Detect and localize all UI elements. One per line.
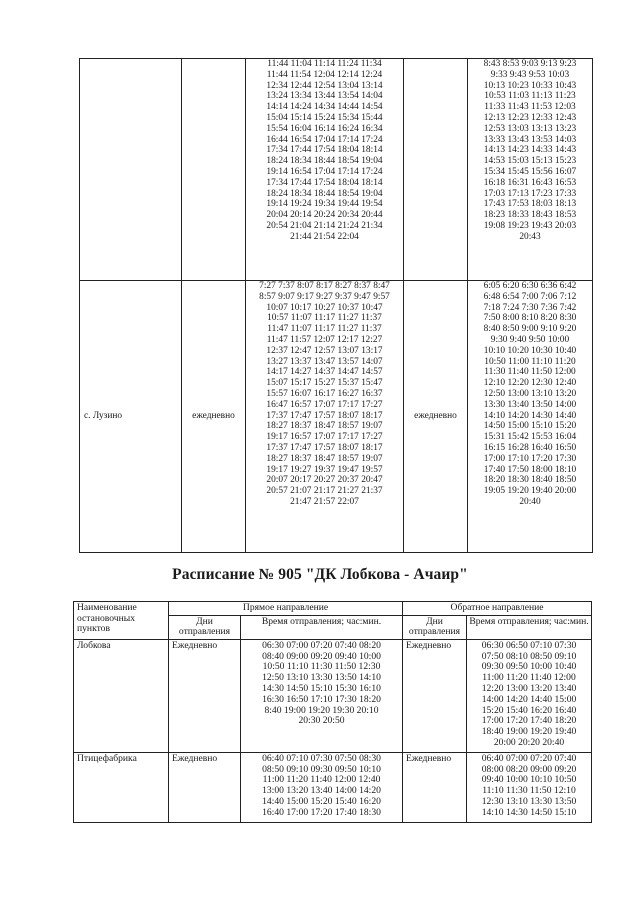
time-line: 12:53 13:03 13:13 13:23 (483, 123, 577, 134)
time-line: 12:34 12:44 12:54 13:04 13:14 (266, 80, 383, 91)
forward-days-cell (182, 59, 246, 281)
time-line: 9:33 9:43 9:53 10:03 (490, 69, 570, 80)
table-row (74, 752, 592, 822)
time-line: 13:30 13:40 13:50 14:00 (483, 399, 577, 410)
stop-name-cell: Лобкова (74, 639, 169, 752)
time-line: 14:40 15:00 15:20 15:40 16:20 (262, 795, 381, 807)
time-line: 17:00 17:20 17:40 18:20 (481, 715, 577, 727)
stop-name-cell (80, 59, 182, 281)
time-line: 17:00 17:10 17:20 17:30 (483, 453, 577, 464)
time-line: 11:44 11:54 12:04 12:14 12:24 (266, 69, 383, 80)
time-line: 8:40 19:00 19:20 19:30 20:10 (264, 704, 379, 716)
forward-times-cell (241, 752, 403, 822)
time-line: 17:34 17:44 17:54 18:04 18:14 (266, 145, 383, 156)
backward-times-cell (468, 281, 593, 553)
time-line: 20:07 20:17 20:27 20:37 20:47 (266, 475, 383, 486)
header-forward: Прямое направление (169, 602, 403, 616)
time-line: 7:50 8:00 8:10 8:20 8:30 (483, 313, 577, 324)
header-stop-name: Наименование остановочных пунктов (74, 602, 169, 640)
time-line: 09:30 09:50 10:00 10:40 (481, 661, 577, 673)
time-line: 08:00 08:20 09:00 09:20 (481, 763, 577, 775)
header-row (74, 602, 592, 616)
time-line: 11:30 11:40 11:50 12:00 (484, 367, 576, 378)
time-line: 09:40 10:00 10:10 10:50 (481, 774, 577, 786)
time-line: 20:30 20:50 (298, 715, 345, 727)
stop-name-cell: с. Лузино (80, 281, 182, 553)
time-line: 06:40 07:10 07:30 07:50 08:30 (262, 752, 381, 764)
time-line: 16:40 17:00 17:20 17:40 18:30 (262, 806, 381, 818)
time-line: 16:15 16:28 16:40 16:50 (483, 442, 577, 453)
time-line: 16:30 16:50 17:10 17:30 18:20 (262, 693, 381, 705)
time-line: 6:05 6:20 6:30 6:36 6:42 (483, 281, 577, 291)
stop-name-cell: Птицефабрика (74, 752, 169, 822)
time-line: 19:17 19:27 19:37 19:47 19:57 (266, 464, 383, 475)
time-line: 19:14 16:54 17:04 17:14 17:24 (266, 166, 383, 177)
time-line: 10:50 11:00 11:10 11:20 (484, 356, 576, 367)
time-line: 14:53 15:03 15:13 15:23 (483, 156, 577, 167)
time-line: 8:40 8:50 9:00 9:10 9:20 (483, 324, 577, 335)
header-forward-days: Дни отправления (169, 615, 241, 639)
time-line: 19:05 19:20 19:40 20:00 (483, 486, 577, 497)
time-line: 17:40 17:50 18:00 18:10 (483, 464, 577, 475)
time-line: 12:13 12:23 12:33 12:43 (483, 112, 577, 123)
time-line: 21:44 21:54 22:04 (290, 231, 359, 242)
time-line: 18:23 18:33 18:43 18:53 (483, 210, 577, 221)
time-line: 06:30 06:50 07:10 07:30 (481, 639, 577, 651)
time-line: 10:57 11:07 11:17 11:27 11:37 (267, 313, 382, 324)
forward-times-cell (246, 281, 404, 553)
time-line: 7:18 7:24 7:30 7:36 7:42 (483, 302, 577, 313)
time-line: 16:47 16:57 17:07 17:17 17:27 (266, 399, 383, 410)
time-line: 17:37 17:47 17:57 18:07 18:17 (266, 442, 383, 453)
header-backward-days: Дни отправления (403, 615, 467, 639)
time-line: 13:24 13:34 13:44 13:54 14:04 (266, 91, 383, 102)
time-line: 18:27 18:37 18:47 18:57 19:07 (266, 453, 383, 464)
time-line: 17:03 17:13 17:23 17:33 (483, 188, 577, 199)
time-line: 12:20 13:00 13:20 13:40 (481, 682, 577, 694)
time-line: 10:13 10:23 10:33 10:43 (483, 80, 577, 91)
time-line: 12:50 13:00 13:10 13:20 (483, 388, 577, 399)
time-line: 10:50 11:10 11:30 11:50 12:30 (262, 661, 381, 673)
time-line: 14:10 14:30 14:50 15:10 (481, 806, 577, 818)
time-line: 20:57 21:07 21:17 21:27 21:37 (266, 486, 383, 497)
time-line: 10:53 11:03 11:13 11:23 (484, 91, 576, 102)
forward-times-cell (246, 59, 404, 281)
schedule-table-continued (79, 58, 593, 553)
time-line: 11:47 11:57 12:07 12:17 12:27 (266, 334, 383, 345)
forward-days-cell: ежедневно (182, 281, 246, 553)
time-line: 06:40 07:00 07:20 07:40 (481, 752, 577, 764)
time-line: 20:00 20:20 20:40 (493, 736, 565, 748)
time-line: 19:08 19:23 19:43 20:03 (483, 220, 577, 231)
time-line: 9:30 9:40 9:50 10:00 (490, 334, 570, 345)
time-line: 08:50 09:10 09:30 09:50 10:10 (262, 763, 381, 775)
time-line: 18:40 19:00 19:20 19:40 (481, 726, 577, 738)
time-line: 16:44 16:54 17:04 17:14 17:24 (266, 134, 383, 145)
time-line: 17:34 17:44 17:54 18:04 18:14 (266, 177, 383, 188)
time-line: 18:24 18:34 18:44 18:54 19:04 (266, 188, 383, 199)
time-line: 15:04 15:14 15:24 15:34 15:44 (266, 112, 383, 123)
header-forward-time: Время отправления; час:мин. (241, 615, 403, 639)
time-line: 6:48 6:54 7:00 7:06 7:12 (483, 291, 577, 302)
time-line: 16:18 16:31 16:43 16:53 (483, 177, 577, 188)
time-line: 14:00 14:20 14:40 15:00 (481, 693, 577, 705)
backward-days-cell: ежедневно (404, 281, 468, 553)
time-line: 13:00 13:20 13:40 14:00 14:20 (262, 785, 381, 797)
time-line: 15:31 15:42 15:53 16:04 (483, 432, 577, 443)
backward-times-cell (467, 639, 592, 752)
time-line: 19:17 16:57 17:07 17:17 17:27 (266, 432, 383, 443)
time-line: 13:27 13:37 13:47 13:57 14:07 (266, 356, 383, 367)
backward-days-cell (404, 59, 468, 281)
time-line: 18:27 18:37 18:47 18:57 19:07 (266, 421, 383, 432)
time-line: 17:37 17:47 17:57 18:07 18:17 (266, 410, 383, 421)
forward-days-cell: Ежедневно (169, 752, 241, 822)
time-line: 14:14 14:24 14:34 14:44 14:54 (266, 102, 383, 113)
time-line: 19:14 19:24 19:34 19:44 19:54 (266, 199, 383, 210)
time-line: 08:40 09:00 09:20 09:40 10:00 (262, 650, 381, 662)
time-line: 8:57 9:07 9:17 9:27 9:37 9:47 9:57 (259, 291, 390, 302)
time-line: 10:07 10:17 10:27 10:37 10:47 (266, 302, 383, 313)
table-row (80, 59, 593, 281)
forward-times-cell (241, 639, 403, 752)
time-line: 13:33 13:43 13:53 14:03 (483, 134, 577, 145)
time-line: 14:50 15:00 15:10 15:20 (483, 421, 577, 432)
table-row (80, 281, 593, 553)
time-line: 14:17 14:27 14:37 14:47 14:57 (266, 367, 383, 378)
time-line: 20:40 (519, 496, 541, 507)
backward-times-cell (468, 59, 593, 281)
table-row (74, 639, 592, 752)
schedule-heading: Расписание № 905 "ДК Лобкова - Ачаир" (172, 566, 468, 583)
time-line: 15:20 15:40 16:20 16:40 (481, 704, 577, 716)
time-line: 15:54 16:04 16:14 16:24 16:34 (266, 123, 383, 134)
time-line: 11:00 11:20 11:40 12:00 (482, 672, 576, 684)
time-line: 14:30 14:50 15:10 15:30 16:10 (262, 682, 381, 694)
time-line: 18:24 18:34 18:44 18:54 19:04 (266, 156, 383, 167)
forward-days-cell: Ежедневно (169, 639, 241, 752)
time-line: 18:20 18:30 18:40 18:50 (483, 475, 577, 486)
backward-days-cell: Ежедневно (403, 752, 467, 822)
time-line: 07:50 08:10 08:50 09:10 (481, 650, 577, 662)
time-line: 7:27 7:37 8:07 8:17 8:27 8:37 8:47 (259, 281, 390, 291)
schedule-table-905 (73, 601, 592, 823)
time-line: 11:00 11:20 11:40 12:00 12:40 (262, 774, 381, 786)
time-line: 14:13 14:23 14:33 14:43 (483, 145, 577, 156)
time-line: 11:44 11:04 11:14 11:24 11:34 (267, 59, 382, 69)
time-line: 20:04 20:14 20:24 20:34 20:44 (266, 210, 383, 221)
time-line: 06:30 07:00 07:20 07:40 08:20 (262, 639, 381, 651)
time-line: 11:47 11:07 11:17 11:27 11:37 (267, 324, 382, 335)
time-line: 20:54 21:04 21:14 21:24 21:34 (266, 220, 383, 231)
time-line: 12:30 13:10 13:30 13:50 (481, 795, 577, 807)
time-line: 14:10 14:20 14:30 14:40 (483, 410, 577, 421)
backward-days-cell: Ежедневно (403, 639, 467, 752)
time-line: 12:10 12:20 12:30 12:40 (483, 378, 577, 389)
time-line: 11:33 11:43 11:53 12:03 (484, 102, 576, 113)
time-line: 21:47 21:57 22:07 (290, 496, 359, 507)
time-line: 15:07 15:17 15:27 15:37 15:47 (266, 378, 383, 389)
time-line: 17:43 17:53 18:03 18:13 (483, 199, 577, 210)
time-line: 11:10 11:30 11:50 12:10 (482, 785, 576, 797)
time-line: 15:34 15:45 15:56 16:07 (483, 166, 577, 177)
time-line: 15:57 16:07 16:17 16:27 16:37 (266, 388, 383, 399)
time-line: 10:10 10:20 10:30 10:40 (483, 345, 577, 356)
time-line: 20:43 (519, 231, 541, 242)
time-line: 12:37 12:47 12:57 13:07 13:17 (266, 345, 383, 356)
time-line: 8:43 8:53 9:03 9:13 9:23 (483, 59, 577, 69)
header-backward-time: Время отправления; час:мин. (467, 615, 592, 639)
backward-times-cell (467, 752, 592, 822)
time-line: 12:50 13:10 13:30 13:50 14:10 (262, 672, 381, 684)
header-backward: Обратное направление (403, 602, 592, 616)
